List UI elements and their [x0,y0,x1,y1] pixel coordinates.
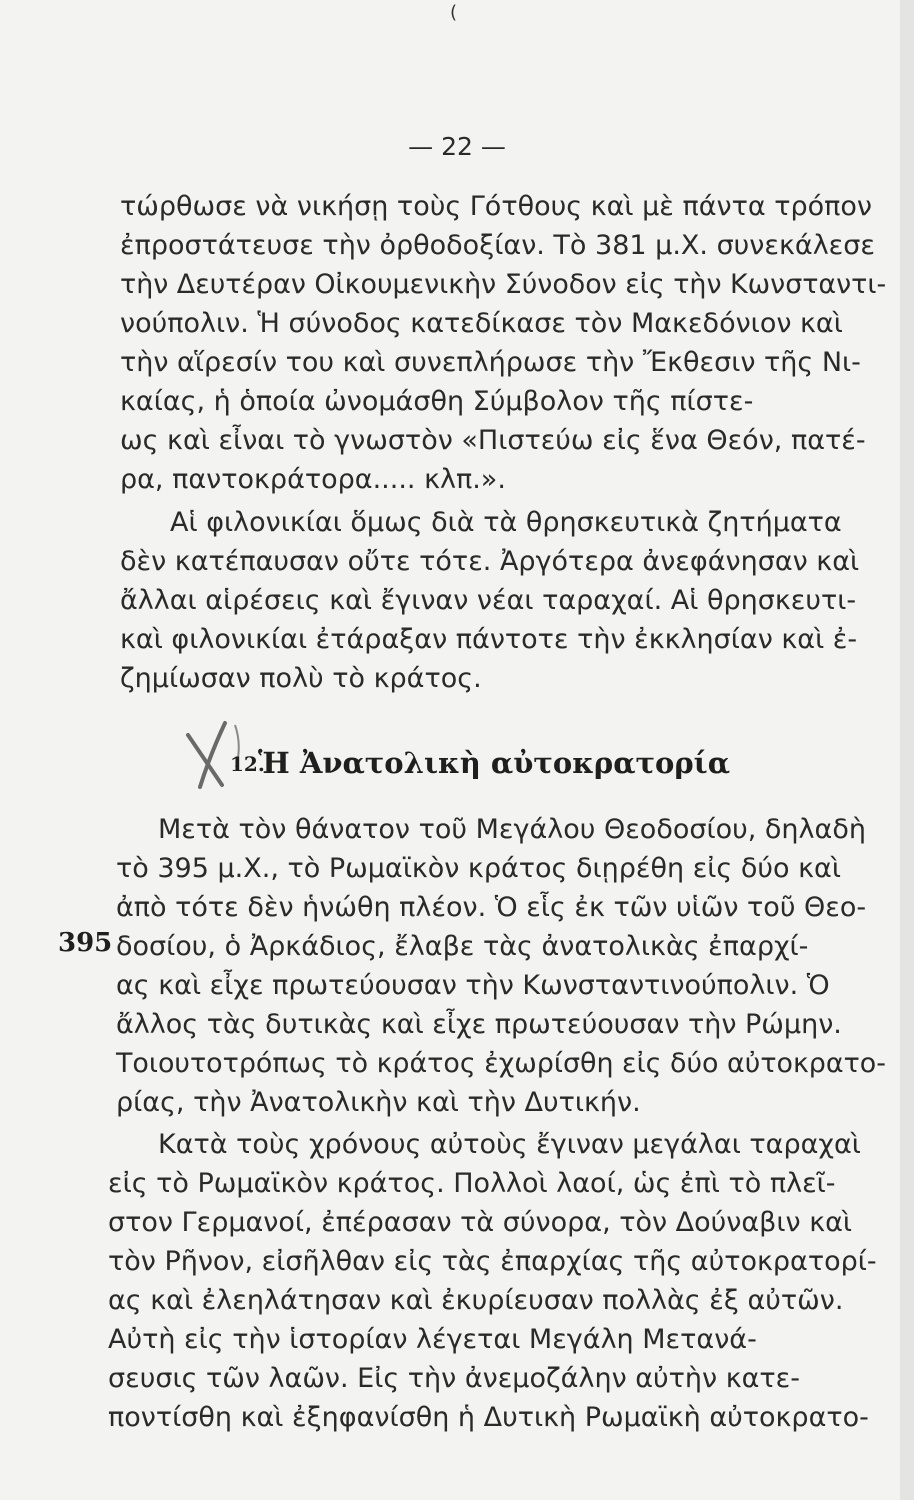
text-line: Κατὰ τοὺς χρόνους αὐτοὺς ἔγιναν μεγάλαι ταραχαὶ [158,1129,861,1160]
text-line: καίας, ἡ ὁποία ὠνομάσθη Σύμβολον τῆς πίστε- [120,386,754,417]
section-number: 12. [230,752,265,776]
text-line: ρίας, τὴν Ἀνατολικὴν καὶ τὴν Δυτικήν. [116,1087,641,1118]
section-title: Ἡ Ἀνατολικὴ αὐτοκρατορία [258,746,731,780]
text-line: ἐπροστάτευσε τὴν ὀρθοδοξίαν. Τὸ 381 μ.Χ. συνεκάλεσε [120,230,875,261]
text-line: ἀπὸ τότε δὲν ἡνώθη πλέον. Ὁ εἷς ἐκ τῶν υἱῶν τοῦ Θεο- [116,892,867,923]
text-line: ζημίωσαν πολὺ τὸ κράτος. [120,663,482,694]
text-line: στον Γερμανοί, ἐπέρασαν τὰ σύνορα, τὸν Δούναβιν καὶ [108,1207,853,1238]
text-line: εἰς τὸ Ρωμαϊκὸν κράτος. Πολλοὶ λαοί, ὡς ἐπὶ τὸ πλεῖ- [108,1168,836,1199]
text-line: ας καὶ ἐλεηλάτησαν καὶ ἐκυρίευσαν πολλὰς ἐξ αὐτῶν. [108,1285,844,1316]
text-line: τὸ 395 μ.Χ., τὸ Ρωμαϊκὸν κράτος διῃρέθη εἰς δύο καὶ [116,853,841,884]
text-line: τὴν αἵρεσίν του καὶ συνεπλήρωσε τὴν Ἔκθεσιν τῆς Νι- [120,347,861,378]
text-line: ως καὶ εἶναι τὸ γνωστὸν «Πιστεύω εἰς ἕνα Θεόν, πατέ- [120,425,866,456]
text-line: δὲν κατέπαυσαν οὔτε τότε. Ἀργότερα ἀνεφάνησαν καὶ [120,546,860,577]
text-line: τὴν Δευτέραν Οἰκουμενικὴν Σύνοδον εἰς τὴν Κωνσταντι- [120,269,887,300]
text-line: ρα, παντοκράτορα..... κλπ.». [120,464,506,495]
text-line: Τοιουτοτρόπως τὸ κράτος ἐχωρίσθη εἰς δύο αὐτοκρατο- [116,1048,886,1079]
text-line: σευσις τῶν λαῶν. Εἰς τὴν ἀνεμοζάλην αὐτὴν κατε- [108,1363,800,1394]
text-line: ποντίσθη καὶ ἐξηφανίσθη ἡ Δυτικὴ Ρωμαϊκὴ αὐτοκρατο- [108,1402,869,1433]
text-line: δοσίου, ὁ Ἀρκάδιος, ἔλαβε τὰς ἀνατολικὰς ἐπαρχί- [116,931,809,962]
text-line: Μετὰ τὸν θάνατον τοῦ Μεγάλου Θεοδοσίου, δηλαδὴ [158,814,866,845]
top-mark: ( [450,2,458,23]
text-line: ἄλλος τὰς δυτικὰς καὶ εἶχε πρωτεύουσαν τὴν Ρώμην. [116,1009,842,1040]
text-line: τὸν Ρῆνον, εἰσῆλθαν εἰς τὰς ἐπαρχίας τῆς αὐτοκρατορί- [108,1246,877,1277]
text-line: Αὐτὴ εἰς τὴν ἱστορίαν λέγεται Μεγάλη Μετανά- [108,1324,757,1355]
page-edge-shadow [900,0,914,1500]
text-line: νούπολιν. Ἡ σύνοδος κατεδίκασε τὸν Μακεδόνιον καὶ [120,308,843,339]
text-line: τώρθωσε νὰ νικήσῃ τοὺς Γότθους καὶ μὲ πάντα τρόπον [120,191,872,222]
page-number: — 22 — [408,132,506,161]
text-line: ας καὶ εἶχε πρωτεύουσαν τὴν Κωνσταντινούπολιν. Ὁ [116,970,830,1001]
margin-year-note: 395 [58,928,113,958]
text-line: ἄλλαι αἱρέσεις καὶ ἔγιναν νέαι ταραχαί. Αἱ θρησκευτι- [120,585,857,616]
text-line: Αἱ φιλονικίαι ὅμως διὰ τὰ θρησκευτικὰ ζητήματα [170,507,842,538]
text-line: καὶ φιλονικίαι ἐτάραξαν πάντοτε τὴν ἐκκλησίαν καὶ ἐ- [120,624,858,655]
